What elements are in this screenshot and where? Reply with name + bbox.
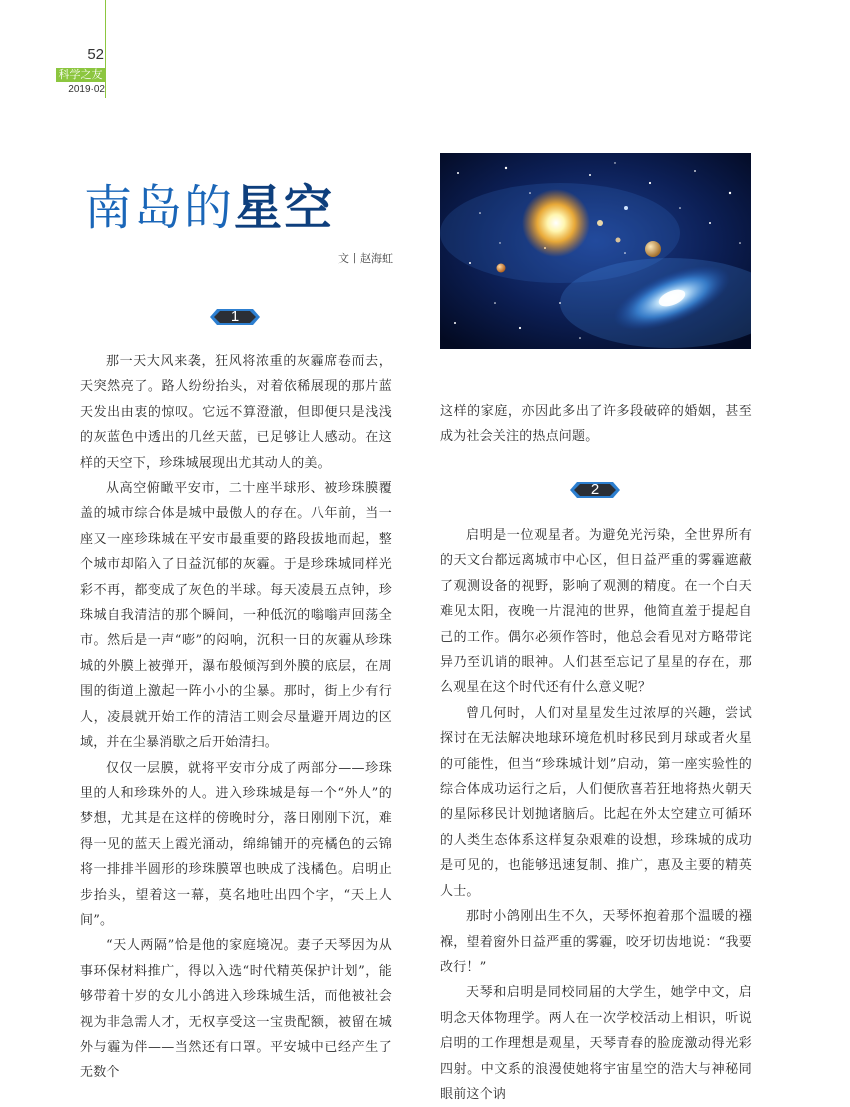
paragraph: 从高空俯瞰平安市，二十座半球形、被珍珠膜覆盖的城市综合体是城中最傲人的存在。八年前，当一座又一座珍珠城在平安市最重要的路段拔地而起，整个城市却陷入了日益沉郁的灰霾。于是珍珠城同样光彩不再，都变成了灰色的半球。每天凌晨五点钟，珍珠城自我清洁的那个瞬间，一种低沉的嗡嗡声回荡全市。然后是一声“嘭”的闷响，沉积一日的灰霾从珍珠城的外膜上被弹开，瀑布般倾泻到外膜的底层，在周围的街道上激起一阵小小的尘暴。那时，街上少有行人，凌晨就开始工作的清洁工则会尽量避开周边的区域，并在尘暴消歇之后开始清扫。 xyxy=(80,481,392,751)
paragraph: “天人两隔”恰是他的家庭境况。妻子天琴因为从事环保材料推广，得以入选“时代精英保护计划”，能够带着十岁的女儿小鸽进入珍珠城生活，而他被社会视为非急需人才，无权享受这一宝贵配额，被留在城外与霾为伴——当然还有口罩。平安城中已经产生了无数个 xyxy=(80,938,392,1081)
issue-date: 2019·02 xyxy=(68,84,105,95)
title-part-1: 南岛的 xyxy=(84,180,235,236)
page-number: 52 xyxy=(87,46,104,63)
right-column xyxy=(440,523,752,1107)
section-2-badge xyxy=(570,481,620,499)
paragraph: 那一天大风来袭，狂风将浓重的灰霾席卷而去，天突然亮了。路人纷纷抬头，对着依稀展现的那片蓝天发出由衷的惊叹。它远不算澄澈，但即便只是浅浅的灰蓝色中透出的几丝天蓝，已足够让人感动。在这样的天空下，珍珠城展现出尤其动人的美。 xyxy=(80,354,392,471)
section-1-badge xyxy=(210,308,260,326)
paragraph: 这样的家庭，亦因此多出了许多段破碎的婚姻，甚至成为社会关注的热点问题。 xyxy=(440,404,752,445)
paragraph: 天琴和启明是同校同届的大学生，她学中文，启明念天体物理学。两人在一次学校活动上相识，听说启明的工作理想是观星，天琴青春的脸庞激动得光彩四射。中文系的浪漫使她将宇宙星空的浩大与神秘同眼前这个讷 xyxy=(440,985,752,1102)
paragraph: 启明是一位观星者。为避免光污染，全世界所有的天文台都远离城市中心区，但日益严重的雾霾遮蔽了观测设备的视野，影响了观测的精度。在一个白天难见太阳，夜晚一片混沌的世界，他简直羞于提起自己的工作。偶尔必须作答时，他总会看见对方略带诧异乃至讥诮的眼神。人们甚至忘记了星星的存在，那么观星在这个时代还有什么意义呢？ xyxy=(440,528,752,696)
galaxy-planets-star-image xyxy=(440,153,751,349)
magazine-name: 科学之友 xyxy=(56,68,105,82)
header-rule xyxy=(105,0,106,98)
paragraph: 曾几何时，人们对星星发生过浓厚的兴趣，尝试探讨在无法解决地球环境危机时移民到月球或者火星的可能性，但当“珍珠城计划”启动，第一座实验性的综合体成功运行之后，人们便欣喜若狂地将热火朝天的星际移民计划抛诸脑后。比起在外太空建立可循环的人类生态体系这样复杂艰难的设想，珍珠城的成功是可见的，也能够迅速复制、推广，惠及主要的精英人士。 xyxy=(440,705,752,899)
title-part-2: 星空 xyxy=(234,180,335,236)
byline: 文丨赵海虹 xyxy=(338,252,393,265)
article-title xyxy=(84,180,334,236)
section-1-number: 1 xyxy=(230,308,240,325)
section-2-number: 2 xyxy=(590,481,600,498)
paragraph: 那时小鸽刚出生不久，天琴怀抱着那个温暖的襁褓，望着窗外日益严重的雾霾，咬牙切齿地说：“我要改行！” xyxy=(440,909,752,975)
left-column xyxy=(80,349,392,1086)
right-column-top xyxy=(440,399,752,450)
paragraph: 仅仅一层膜，就将平安市分成了两部分——珍珠里的人和珍珠外的人。进入珍珠城是每一个“外人”的梦想，尤其是在这样的傍晚时分，落日刚刚下沉，难得一见的蓝天上霞光涌动，绵绵铺开的亮橘色的云锦将一排排半圆形的珍珠膜罩也映成了浅橘色。启明止步抬头，望着这一幕，莫名地吐出四个字，“天上人间”。 xyxy=(80,760,392,928)
